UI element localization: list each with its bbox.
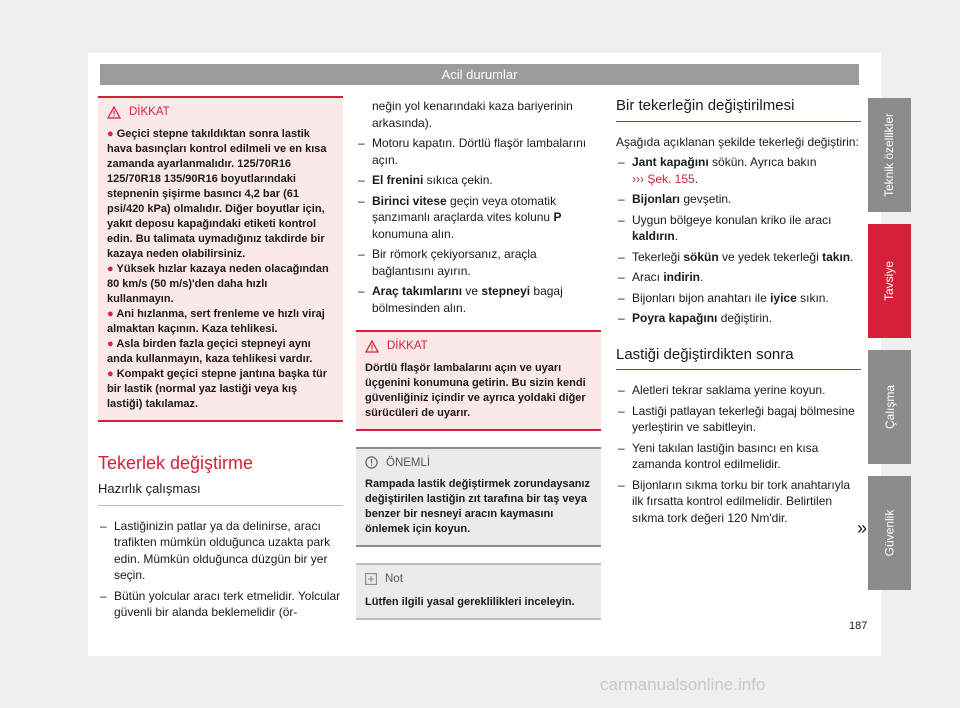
column-3 <box>616 97 867 538</box>
note-header: Not <box>365 571 592 588</box>
info-circle-icon <box>365 456 378 469</box>
list-item: – Tekerleği sökün ve yedek tekerleği takın. <box>616 249 861 266</box>
list-item: – Poyra kapağını değiştirin. <box>616 310 861 327</box>
list-item: – Bijonları bijon anahtarı ile iyice sıkın. <box>616 290 861 307</box>
warning-item: ● Kompakt geçici stepne jantına başka tür bir lastik (normal yaz lastiği veya kış lastiği) takılamaz. <box>107 367 328 410</box>
list-item: – Bir römork çekiyorsanız, araçla bağlantısını ayırın. <box>356 246 601 279</box>
section-title-after: Lastiği değiştirdikten sonra <box>616 347 861 371</box>
list-item: – Araç takımlarını ve stepneyi bagaj bölmesinden alın. <box>356 283 601 316</box>
tab-calisma[interactable]: Çalışma <box>868 350 911 464</box>
tab-guvenlik[interactable]: Güvenlik <box>868 476 911 590</box>
warning-item: ● Yüksek hızlar kazaya neden olacağından 80 km/s (50 m/s)'den daha hızlı kullanmayın. <box>107 262 329 305</box>
note-box: Not Lütfen ilgili yasal gereklilikleri inceleyin. <box>356 563 601 620</box>
warning-header: DİKKAT <box>365 338 592 355</box>
page-number: 187 <box>849 620 868 632</box>
warning-item: ● Ani hızlanma, sert frenleme ve hızlı viraj almaktan kaçının. Kaza tehlikesi. <box>107 307 325 335</box>
list-item: – Yeni takılan lastiğin basıncı en kısa zamanda kontrol edilmelidir. <box>616 440 861 473</box>
watermark: carmanualsonline.info <box>600 675 766 694</box>
subsection-title: Hazırlık çalışması <box>98 481 343 506</box>
warning-item: ● Geçici stepne takıldıktan sonra lastik hava basınçları kontrol edilmeli ve en kısa zamanda ayarlanmalıdır. 125/70R16 125/70R18 135/90R16 boyutlarındaki stepnenin şişirme basıncı 4,2 bar (61 psi/420 kPa) olmalıdır. Diğer boyutlar için, yakıt deposu kapağındaki etiketi kontrol edin. Bu talimata uymadığınız takdirde bir kazaya neden olabilirsiniz. <box>107 127 327 260</box>
list-item: – Bijonların sıkma torku bir tork anahtarıyla ilk fırsatta kontrol edilmelidir. Belirtilen sıkma tork değeri 120 Nm'dir. <box>616 477 861 527</box>
important-box: ÖNEMLİ Rampada lastik değiştirmek zorundaysanız değiştirilen lastiğin zıt tarafına bir taş veya benzer bir nesneyi aracın kaymasını önlemek için koyun. <box>356 447 601 548</box>
figure-link[interactable]: ››› Şek. 155 <box>632 171 695 186</box>
section-title-change: Bir tekerleğin değiştirilmesi <box>616 98 861 122</box>
warning-box <box>98 96 343 422</box>
warning-icon <box>107 106 121 119</box>
list-continuation: neğin yol kenarındaki kaza bariyerinin arkasında). <box>372 99 573 130</box>
prep-list <box>98 518 343 621</box>
tab-tavsiye[interactable]: Tavsiye <box>868 224 911 338</box>
list-item: – Lastiğinizin patlar ya da delinirse, aracı trafikten mümkün olduğunca uzakta park edin. Mümkün olduğunca düzgün bir yer seçin. <box>98 518 343 584</box>
warning-item: ● Asla birden fazla geçici stepneyi aynı anda kullanmayın, kaza tehlikesi vardır. <box>107 337 313 365</box>
after-list <box>616 382 861 526</box>
list-item: – Bütün yolcular aracı terk etmelidir. Yolcular güvenli bir alanda beklemelidir (ör- <box>98 588 343 621</box>
warning-box-2: DİKKAT Dörtlü flaşör lambalarını açın ve uyarı üçgenini konumuna getirin. Bu sizin kendi güvenliğiniz içindir ve ayrıca yoldaki diğer sürücüleri de uyarır. <box>356 330 601 431</box>
important-header: ÖNEMLİ <box>365 455 592 472</box>
warning-icon <box>365 340 379 353</box>
chapter-header: Acil durumlar <box>100 64 859 85</box>
continue-arrow: » <box>856 517 867 538</box>
column-1 <box>98 96 343 625</box>
list-item: – Aracı indirin. <box>616 269 861 286</box>
steps-list <box>616 154 861 327</box>
section-title: Tekerlek değiştirme <box>98 452 254 473</box>
warning-header: DİKKAT <box>107 104 334 121</box>
list-item: – Motoru kapatın. Dörtlü flaşör lambalarını açın. <box>356 135 601 168</box>
list-item: – Uygun bölgeye konulan kriko ile aracı kaldırın. <box>616 212 861 245</box>
note-icon <box>365 573 377 585</box>
list-item: – El frenini sıkıca çekin. <box>356 172 601 189</box>
prep-list-cont <box>356 135 601 316</box>
list-item: – Aletleri tekrar saklama yerine koyun. <box>616 382 861 399</box>
list-item: – Jant kapağını sökün. Ayrıca bakın ››› Şek. 155. <box>616 154 861 187</box>
intro-text: Aşağıda açıklanan şekilde tekerleği değiştirin: <box>616 134 859 149</box>
list-item: – Birinci vitese geçin veya otomatik şanzımanlı araçlarda vites kolunu P konumuna alın. <box>356 193 601 243</box>
list-item: – Bijonları gevşetin. <box>616 191 861 208</box>
list-item: – Lastiği patlayan tekerleği bagaj bölmesine yerleştirin ve sabitleyin. <box>616 403 861 436</box>
tab-teknik[interactable]: Teknik özellikler <box>868 98 911 212</box>
column-2 <box>356 98 601 620</box>
